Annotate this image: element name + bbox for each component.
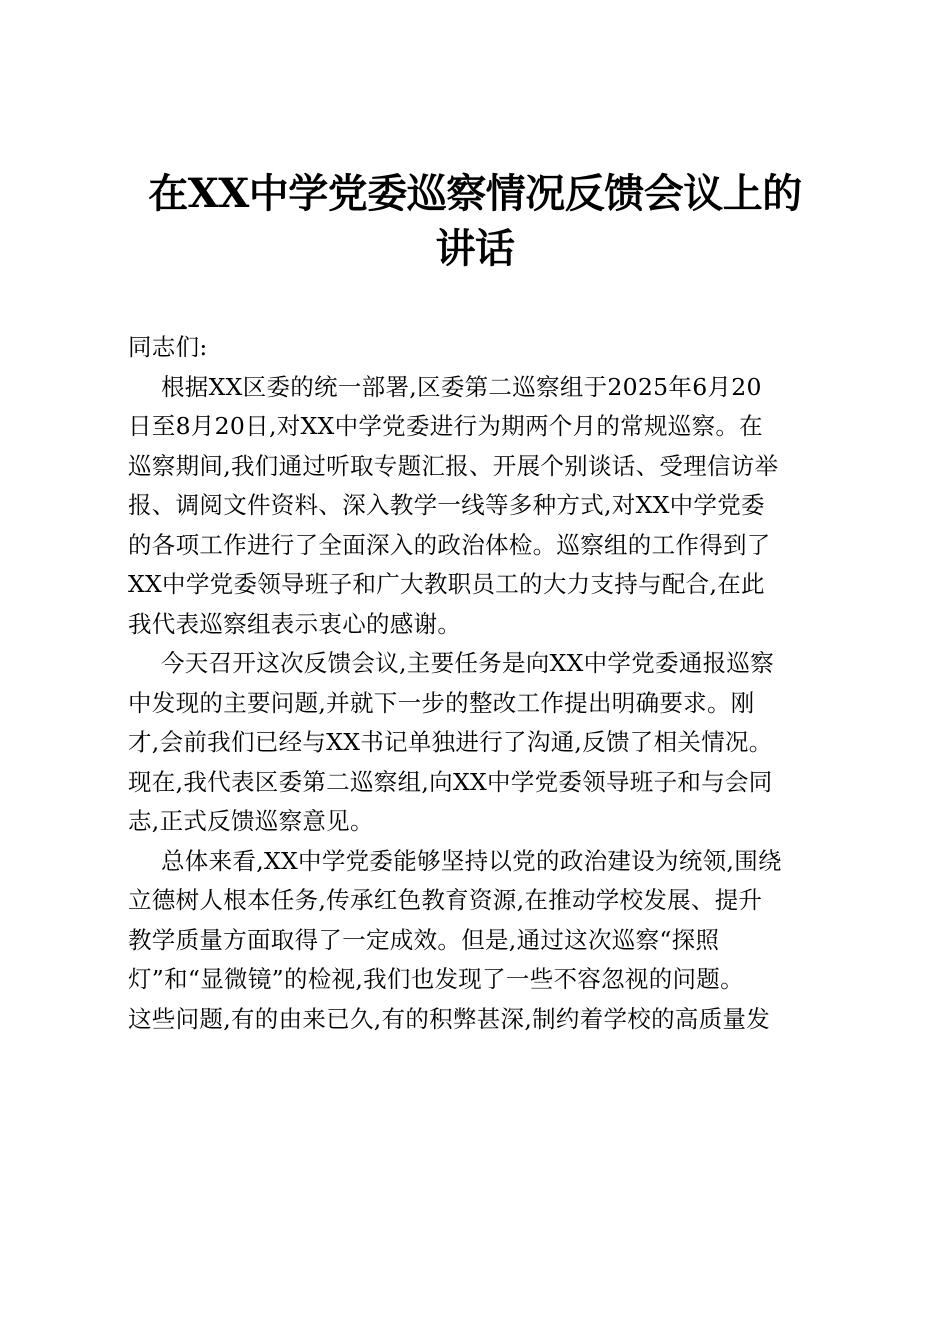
- paragraph-3: [128, 842, 833, 1040]
- title-line: 讲话: [435, 225, 515, 272]
- paragraph-line: 日至8月20日,对XX中学党委进行为期两个月的常规巡察。在: [128, 412, 763, 440]
- paragraph-line: 才,会前我们已经与XX书记单独进行了沟通,反馈了相关情况。: [128, 728, 773, 756]
- paragraph-line: 中发现的主要问题,并就下一步的整改工作提出明确要求。刚: [128, 688, 755, 717]
- paragraph-line: 立德树人根本任务,传承红色教育资源,在推动学校发展、提升: [128, 886, 763, 914]
- paragraph-line: 教学质量方面取得了一定成效。但是,通过这次巡察“探照: [128, 925, 720, 954]
- paragraph-line: 总体来看,XX中学党委能够坚持以党的政治建设为统领,围绕: [161, 846, 782, 875]
- paragraph-line: 根据XX区委的统一部署,区委第二巡察组于2025年6月20: [161, 372, 762, 401]
- paragraph-line: 报、调阅文件资料、深入教学一线等多种方式,对XX中学党委: [128, 491, 765, 519]
- paragraph-line: 灯”和“显微镜”的检视,我们也发现了一些不容忽视的问题。: [128, 965, 744, 993]
- paragraph-2: [128, 644, 833, 842]
- paragraph-1: [128, 368, 833, 645]
- paragraph-line: 的各项工作进行了全面深入的政治体检。巡察组的工作得到了: [128, 530, 771, 559]
- paragraph-line: 巡察期间,我们通过听取专题汇报、开展个别谈话、受理信访举: [128, 451, 779, 480]
- paragraph-line: XX中学党委领导班子和广大教职员工的大力支持与配合,在此: [128, 570, 765, 598]
- paragraph-line: 这些问题,有的由来已久,有的积弊甚深,制约着学校的高质量发: [128, 1004, 771, 1033]
- paragraph-line: 今天召开这次反馈会议,主要任务是向XX中学党委通报巡察: [161, 649, 775, 677]
- document-title: [120, 166, 830, 276]
- document-body: [128, 328, 833, 1039]
- paragraph-line: 我代表巡察组表示衷心的感谢。: [128, 609, 462, 638]
- salutation: 同志们:: [128, 333, 208, 361]
- paragraph-line: 现在,我代表区委第二巡察组,向XX中学党委领导班子和与会同: [128, 767, 773, 796]
- paragraph-line: 志,正式反馈巡察意见。: [128, 807, 374, 835]
- title-line: 在XX中学党委巡察情况反馈会议上的: [148, 170, 802, 217]
